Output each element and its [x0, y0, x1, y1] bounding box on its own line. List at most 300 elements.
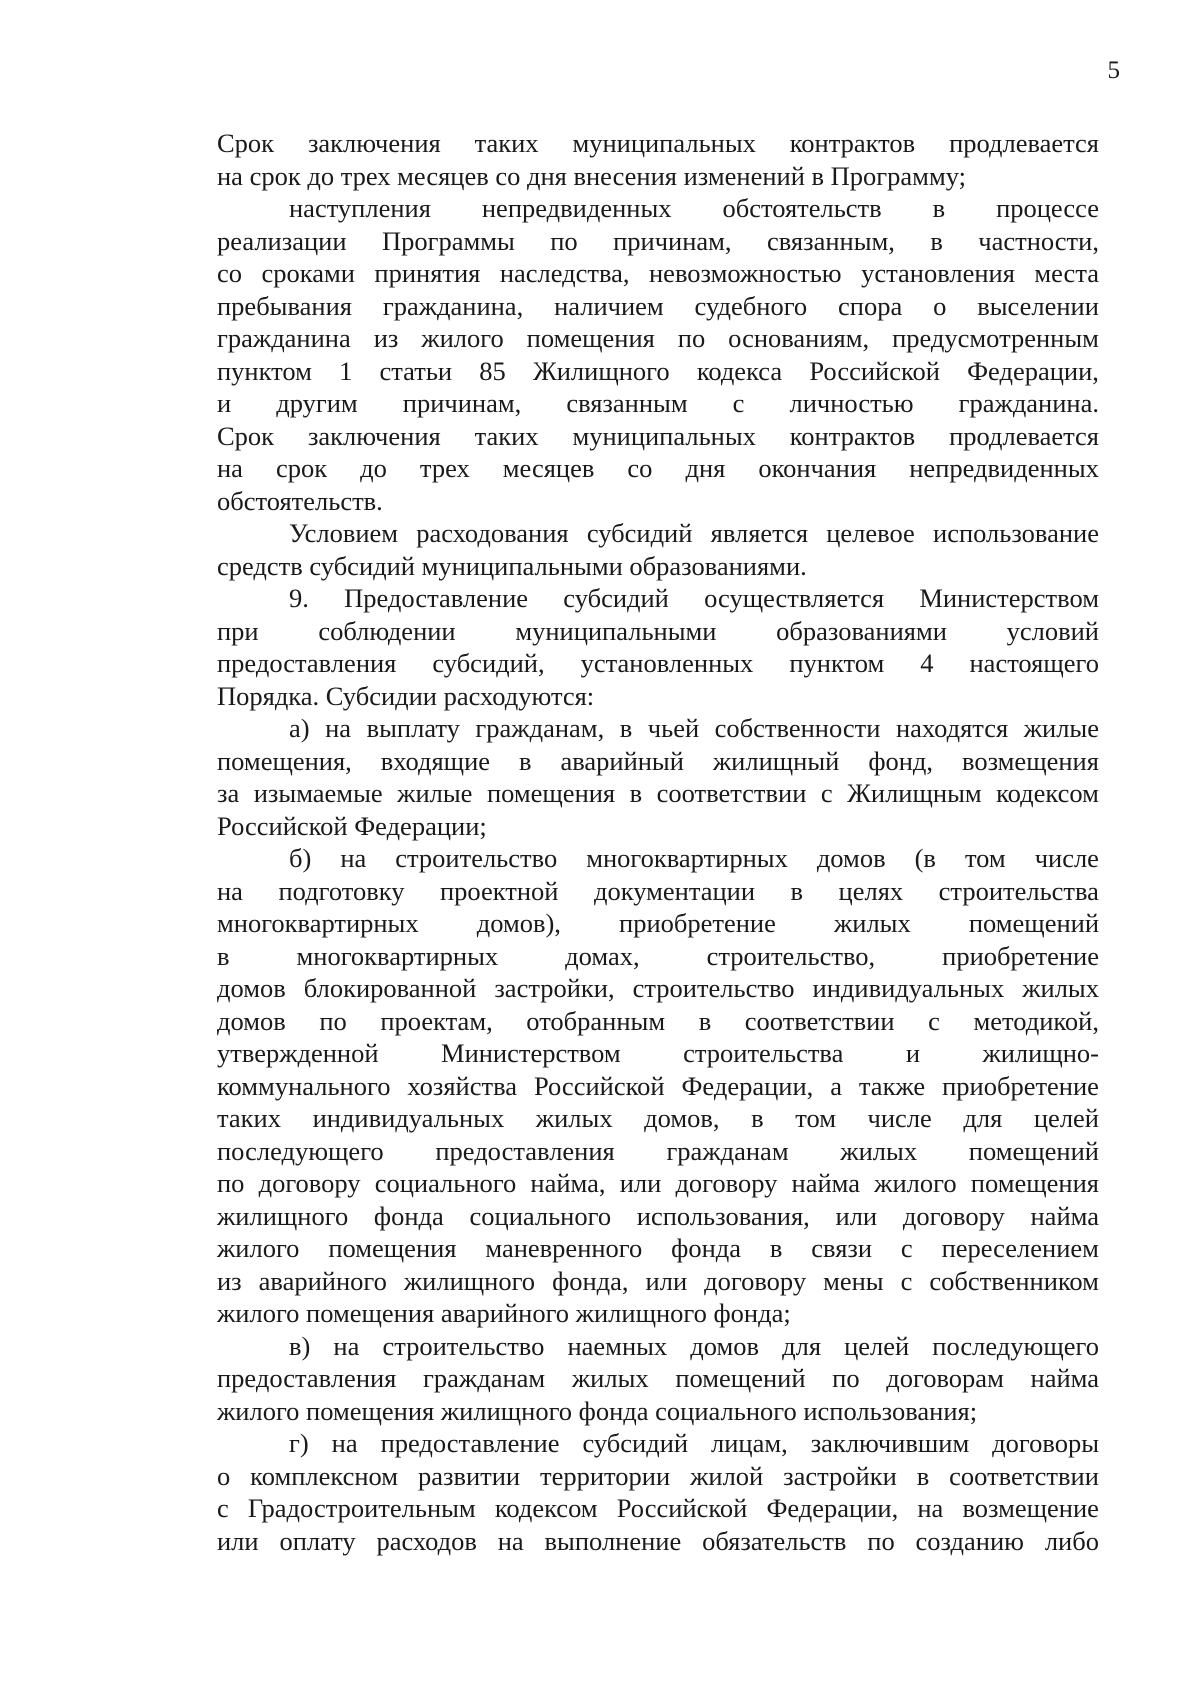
- word: соблюдении: [318, 615, 456, 646]
- text-line: [217, 1265, 1099, 1298]
- word: домов: [217, 1005, 286, 1036]
- word: для: [782, 1330, 822, 1361]
- word: собственности: [714, 713, 881, 743]
- word: развитии: [417, 1460, 521, 1491]
- word: договоры: [992, 1428, 1099, 1458]
- word: помещений: [675, 1363, 806, 1393]
- word: субсидий,: [432, 648, 545, 678]
- word: социального: [374, 1168, 517, 1198]
- word: лицам,: [711, 1428, 788, 1458]
- word: Жилищного: [532, 355, 670, 386]
- word: связанным: [566, 388, 688, 418]
- word: приобретение: [942, 1070, 1099, 1101]
- word: при: [217, 615, 259, 646]
- text-line: [217, 1330, 1099, 1363]
- word: собственником: [929, 1265, 1099, 1296]
- word: фонд,: [868, 745, 934, 776]
- word: также: [858, 1070, 926, 1101]
- word: г): [289, 1428, 309, 1458]
- word: настоящего: [969, 648, 1099, 678]
- text-line-content: жилого помещения аварийного жилищного фонда;: [217, 1298, 791, 1328]
- text-line-content: Российской Федерации;: [217, 810, 487, 841]
- text-line: [217, 777, 1099, 810]
- word: фонда: [373, 1200, 444, 1231]
- word: последующего: [932, 1330, 1099, 1361]
- word: приобретение: [942, 940, 1099, 971]
- word: в: [916, 1460, 930, 1491]
- text-line: [217, 1362, 1099, 1395]
- word: строительство: [395, 843, 558, 873]
- text-line: [217, 1167, 1099, 1200]
- word: том: [795, 1103, 836, 1133]
- word: субсидий: [582, 1428, 689, 1458]
- word: договору: [675, 1168, 778, 1198]
- word: договорам: [886, 1363, 1004, 1393]
- word: комплексном: [250, 1460, 399, 1491]
- word: жилых: [1022, 973, 1099, 1003]
- word: предоставления: [217, 1363, 397, 1393]
- word: жилого: [421, 323, 504, 353]
- text-line: [217, 712, 1099, 745]
- word: для: [963, 1103, 1003, 1133]
- text-line: [217, 1102, 1099, 1135]
- word: статьи: [379, 355, 453, 386]
- text-line: [217, 322, 1099, 355]
- word: Жилищным: [847, 778, 982, 808]
- word: целей: [844, 1330, 910, 1361]
- word: помещения: [328, 1233, 457, 1263]
- word: или: [645, 1265, 688, 1296]
- word: непредвиденных: [909, 453, 1099, 483]
- word: связанным,: [766, 225, 895, 256]
- word: либо: [1044, 1525, 1099, 1556]
- word: по: [832, 1363, 860, 1393]
- word: отобранным: [526, 1005, 666, 1036]
- word: в: [932, 193, 946, 223]
- word: договору: [902, 1200, 1005, 1231]
- word: образованиями: [776, 615, 947, 646]
- word: с: [217, 1493, 229, 1523]
- word: и: [905, 1038, 920, 1068]
- text-line: [217, 647, 1099, 680]
- word: обстоятельств: [722, 193, 882, 223]
- word: входящие: [380, 745, 491, 776]
- word: в: [698, 1005, 712, 1036]
- word: заключившим: [810, 1428, 970, 1458]
- word: целевое: [826, 518, 915, 548]
- word: коммунального: [217, 1070, 391, 1101]
- word: многоквартирных: [217, 908, 419, 938]
- word: возмещения: [961, 745, 1099, 776]
- word: гражданам,: [475, 713, 605, 743]
- word: подготовку: [278, 875, 405, 906]
- text-line: [217, 582, 1099, 615]
- word: личностью: [789, 388, 914, 418]
- word: заключения: [307, 420, 441, 451]
- text-line: [217, 875, 1099, 908]
- word: обязательств: [702, 1525, 847, 1556]
- word: основаниям,: [728, 323, 870, 353]
- word: созданию: [915, 1525, 1024, 1556]
- word: с: [900, 1265, 913, 1296]
- word: на: [917, 1493, 944, 1523]
- text-line: [217, 485, 1099, 518]
- word: на: [217, 453, 243, 483]
- text-line: [217, 517, 1099, 550]
- word: Предоставление: [344, 583, 529, 613]
- text-line: [217, 1135, 1099, 1168]
- word: Министерством: [441, 1038, 621, 1068]
- word: на: [217, 875, 243, 906]
- word: а): [289, 713, 310, 743]
- text-line: [217, 550, 1099, 583]
- word: со: [627, 453, 653, 483]
- page-number: 5: [1107, 57, 1120, 84]
- word: гражданам: [666, 1135, 789, 1166]
- word: причинам,: [613, 225, 732, 256]
- text-line: [217, 1427, 1099, 1460]
- word: пунктом: [217, 355, 312, 386]
- word: соответствии: [949, 1460, 1099, 1491]
- word: застройки,: [494, 973, 615, 1003]
- word: жилых: [535, 1103, 613, 1133]
- word: на: [333, 1330, 360, 1361]
- word: предусмотренным: [892, 323, 1099, 353]
- text-line: [217, 420, 1099, 453]
- word: условий: [1006, 615, 1099, 646]
- word: помещений: [968, 908, 1099, 938]
- word: последующего: [217, 1135, 384, 1166]
- text-line: [217, 745, 1099, 778]
- word: застройки: [783, 1460, 897, 1491]
- word: частности,: [978, 225, 1099, 256]
- text-line-content: на срок до трех месяцев со дня внесения изменений в Программу;: [217, 160, 966, 191]
- word: найма: [1030, 1200, 1099, 1231]
- word: контрактов: [789, 420, 916, 451]
- word: наличием: [554, 290, 664, 321]
- word: аварийный: [560, 745, 684, 776]
- word: 1: [339, 355, 353, 386]
- word: целях: [838, 875, 904, 906]
- word: соответствии: [656, 778, 807, 808]
- word: принятия: [374, 258, 481, 288]
- word: жилых: [571, 1363, 649, 1393]
- word: Российской: [809, 355, 940, 386]
- word: в: [790, 875, 804, 906]
- text-line-content: средств субсидий муниципальными образованиями.: [217, 550, 807, 581]
- word: заключения: [307, 128, 441, 158]
- text-line: [217, 1297, 1099, 1330]
- word: другим: [276, 388, 358, 418]
- word: установленных: [580, 648, 754, 678]
- text-line: [217, 940, 1099, 973]
- word: находятся: [895, 713, 1009, 743]
- word: жилищно-: [982, 1038, 1099, 1068]
- word: Министерством: [919, 583, 1099, 613]
- text-line: [217, 810, 1099, 843]
- text-line: [217, 127, 1099, 160]
- word: муниципальных: [572, 128, 756, 158]
- word: жилых: [833, 908, 911, 938]
- word: сроками: [261, 258, 355, 288]
- word: многоквартирных: [296, 940, 499, 971]
- word: Российской: [616, 1493, 748, 1523]
- word: судебного: [694, 290, 808, 321]
- word: 85: [479, 355, 506, 386]
- word: наступления: [289, 193, 431, 223]
- text-line: [217, 1460, 1099, 1493]
- word: целей: [1033, 1103, 1099, 1133]
- word: строительство: [382, 1330, 545, 1361]
- word: маневренного: [485, 1233, 643, 1263]
- word: за: [217, 778, 240, 808]
- word: по: [319, 1005, 347, 1036]
- word: приобретение: [619, 908, 776, 938]
- word: помещения: [526, 323, 655, 353]
- word: муниципальных: [572, 420, 756, 451]
- word: установления: [861, 258, 1015, 288]
- word: жилые: [1023, 713, 1099, 743]
- word: в): [289, 1330, 311, 1361]
- word: наследства,: [499, 258, 630, 288]
- word: на: [497, 1525, 524, 1556]
- text-line: [217, 387, 1099, 420]
- text-line: [217, 290, 1099, 323]
- text-line-content: обстоятельств.: [217, 485, 383, 516]
- word: использования,: [636, 1200, 810, 1231]
- word: соответствии: [744, 1005, 895, 1036]
- word: является: [710, 518, 809, 548]
- word: найма,: [530, 1168, 606, 1198]
- word: проектам,: [380, 1005, 493, 1036]
- word: срок: [275, 453, 328, 483]
- word: хозяйства: [407, 1070, 517, 1101]
- word: на: [340, 843, 367, 873]
- word: домов,: [644, 1103, 720, 1133]
- word: о: [933, 290, 947, 321]
- word: осуществляется: [704, 583, 885, 613]
- word: переселением: [941, 1233, 1099, 1263]
- text-line: [217, 192, 1099, 225]
- word: о: [217, 1460, 231, 1491]
- word: индивидуальных: [812, 973, 1005, 1003]
- word: Программы: [381, 225, 515, 256]
- text-line: [217, 1395, 1099, 1428]
- word: контрактов: [789, 128, 916, 158]
- text-line: [217, 452, 1099, 485]
- word: Федерации,: [681, 1070, 814, 1101]
- word: непредвиденных: [481, 193, 672, 223]
- word: строительство,: [706, 940, 876, 971]
- word: строительство: [632, 973, 795, 1003]
- word: дня: [685, 453, 726, 483]
- text-line: [217, 257, 1099, 290]
- word: Срок: [217, 420, 275, 451]
- word: Федерации,: [766, 1493, 899, 1523]
- word: предоставление: [380, 1428, 560, 1458]
- word: в: [518, 745, 532, 776]
- word: мены: [823, 1265, 884, 1296]
- word: таких: [474, 128, 539, 158]
- word: территории: [540, 1460, 671, 1491]
- word: пребывания: [217, 290, 352, 321]
- word: с: [900, 1233, 913, 1263]
- word: таких: [474, 420, 539, 451]
- word: по: [550, 225, 578, 256]
- word: изымаемые: [253, 778, 383, 808]
- word: чьей: [647, 713, 700, 743]
- word: строительства: [938, 875, 1099, 906]
- word: продлевается: [949, 128, 1099, 158]
- word: или: [619, 1168, 662, 1198]
- word: Российской: [533, 1070, 665, 1101]
- word: кодекса: [696, 355, 783, 386]
- word: выплату: [366, 713, 460, 743]
- word: муниципальными: [515, 615, 717, 646]
- word: по: [217, 1168, 245, 1198]
- word: на: [331, 1428, 358, 1458]
- word: жилищного: [403, 1265, 536, 1296]
- text-line: [217, 1492, 1099, 1525]
- text-line: [217, 160, 1099, 193]
- word: выселении: [977, 290, 1099, 321]
- word: в: [217, 940, 230, 971]
- text-line: [217, 972, 1099, 1005]
- word: места: [1034, 258, 1099, 288]
- word: продлевается: [949, 420, 1099, 451]
- word: (в: [914, 843, 936, 873]
- word: возмещение: [962, 1493, 1099, 1523]
- word: договору: [258, 1168, 361, 1198]
- word: трех: [419, 453, 470, 483]
- word: числе: [1034, 843, 1099, 873]
- word: субсидий: [586, 518, 693, 548]
- word: б): [289, 843, 312, 873]
- text-line: [217, 225, 1099, 258]
- word: а: [830, 1070, 842, 1101]
- word: социального: [469, 1200, 612, 1231]
- word: кодексом: [996, 778, 1099, 808]
- word: на: [325, 713, 352, 743]
- word: связи: [811, 1233, 873, 1263]
- word: домов: [690, 1330, 760, 1361]
- word: пунктом: [789, 648, 885, 678]
- word: блокированной: [303, 973, 477, 1003]
- word: из: [373, 323, 399, 353]
- word: домов: [217, 973, 286, 1003]
- text-line: [217, 1037, 1099, 1070]
- word: с: [732, 388, 745, 418]
- word: и: [217, 388, 232, 418]
- word: кодексом: [494, 1493, 598, 1523]
- text-line: [217, 680, 1099, 713]
- word: в: [930, 225, 943, 256]
- word: найма: [1030, 1363, 1099, 1393]
- word: Условием: [289, 518, 399, 548]
- word: или: [835, 1200, 878, 1231]
- word: месяцев: [502, 453, 595, 483]
- text-line-content: жилого помещения жилищного фонда социального использования;: [217, 1395, 978, 1426]
- word: из: [217, 1265, 242, 1296]
- word: жилые: [397, 778, 473, 808]
- word: реализации: [217, 225, 347, 256]
- word: строительства: [683, 1038, 844, 1068]
- word: оплату: [279, 1525, 356, 1556]
- word: гражданина,: [382, 290, 524, 321]
- text-line-content: Порядка. Субсидии расходуются:: [217, 680, 595, 711]
- word: субсидий: [563, 583, 669, 613]
- word: гражданина: [217, 323, 351, 353]
- text-line: [217, 907, 1099, 940]
- text-line: [217, 1232, 1099, 1265]
- word: использование: [933, 518, 1099, 548]
- word: по: [867, 1525, 895, 1556]
- word: предоставления: [435, 1135, 615, 1166]
- word: индивидуальных: [312, 1103, 505, 1133]
- word: в: [751, 1103, 764, 1133]
- word: с: [928, 1005, 940, 1036]
- word: гражданам: [423, 1363, 546, 1393]
- word: помещений: [968, 1135, 1099, 1166]
- word: помещения,: [217, 745, 352, 776]
- word: предоставления: [217, 648, 397, 678]
- word: фонда,: [552, 1265, 629, 1296]
- word: утвержденной: [217, 1038, 379, 1068]
- word: домов),: [476, 908, 561, 938]
- word: окончания: [758, 453, 877, 483]
- word: найма: [791, 1168, 861, 1198]
- word: 4: [920, 648, 934, 678]
- word: жилых: [840, 1135, 918, 1166]
- word: расходов: [376, 1525, 477, 1556]
- word: расходования: [416, 518, 569, 548]
- document-body: [217, 127, 1099, 1557]
- text-line: [217, 1525, 1099, 1558]
- word: проектной: [439, 875, 559, 906]
- word: помещения: [486, 778, 616, 808]
- word: таких: [217, 1103, 281, 1133]
- word: до: [360, 453, 387, 483]
- text-line: [217, 1200, 1099, 1233]
- word: с: [820, 778, 833, 808]
- word: аварийного: [258, 1265, 387, 1296]
- text-line: [217, 615, 1099, 648]
- word: причинам,: [402, 388, 522, 418]
- word: невозможностью: [649, 258, 842, 288]
- word: в: [619, 713, 633, 743]
- word: домов: [816, 843, 886, 873]
- word: жилищного: [217, 1200, 349, 1231]
- word: 9.: [289, 583, 309, 613]
- word: жилого: [874, 1168, 957, 1198]
- word: выполнение: [544, 1525, 682, 1556]
- word: процессе: [996, 193, 1099, 223]
- text-line: [217, 1005, 1099, 1038]
- text-line: [217, 842, 1099, 875]
- text-line: [217, 355, 1099, 388]
- word: Градостроительным: [247, 1493, 476, 1523]
- word: помещения: [970, 1168, 1099, 1198]
- word: документации: [593, 875, 756, 906]
- word: в: [769, 1233, 783, 1263]
- word: спора: [838, 290, 903, 321]
- word: или: [217, 1525, 259, 1556]
- word: жилой: [690, 1460, 764, 1491]
- word: жилого: [217, 1233, 300, 1263]
- word: числе: [867, 1103, 932, 1133]
- word: фонда: [671, 1233, 742, 1263]
- word: со: [217, 258, 243, 288]
